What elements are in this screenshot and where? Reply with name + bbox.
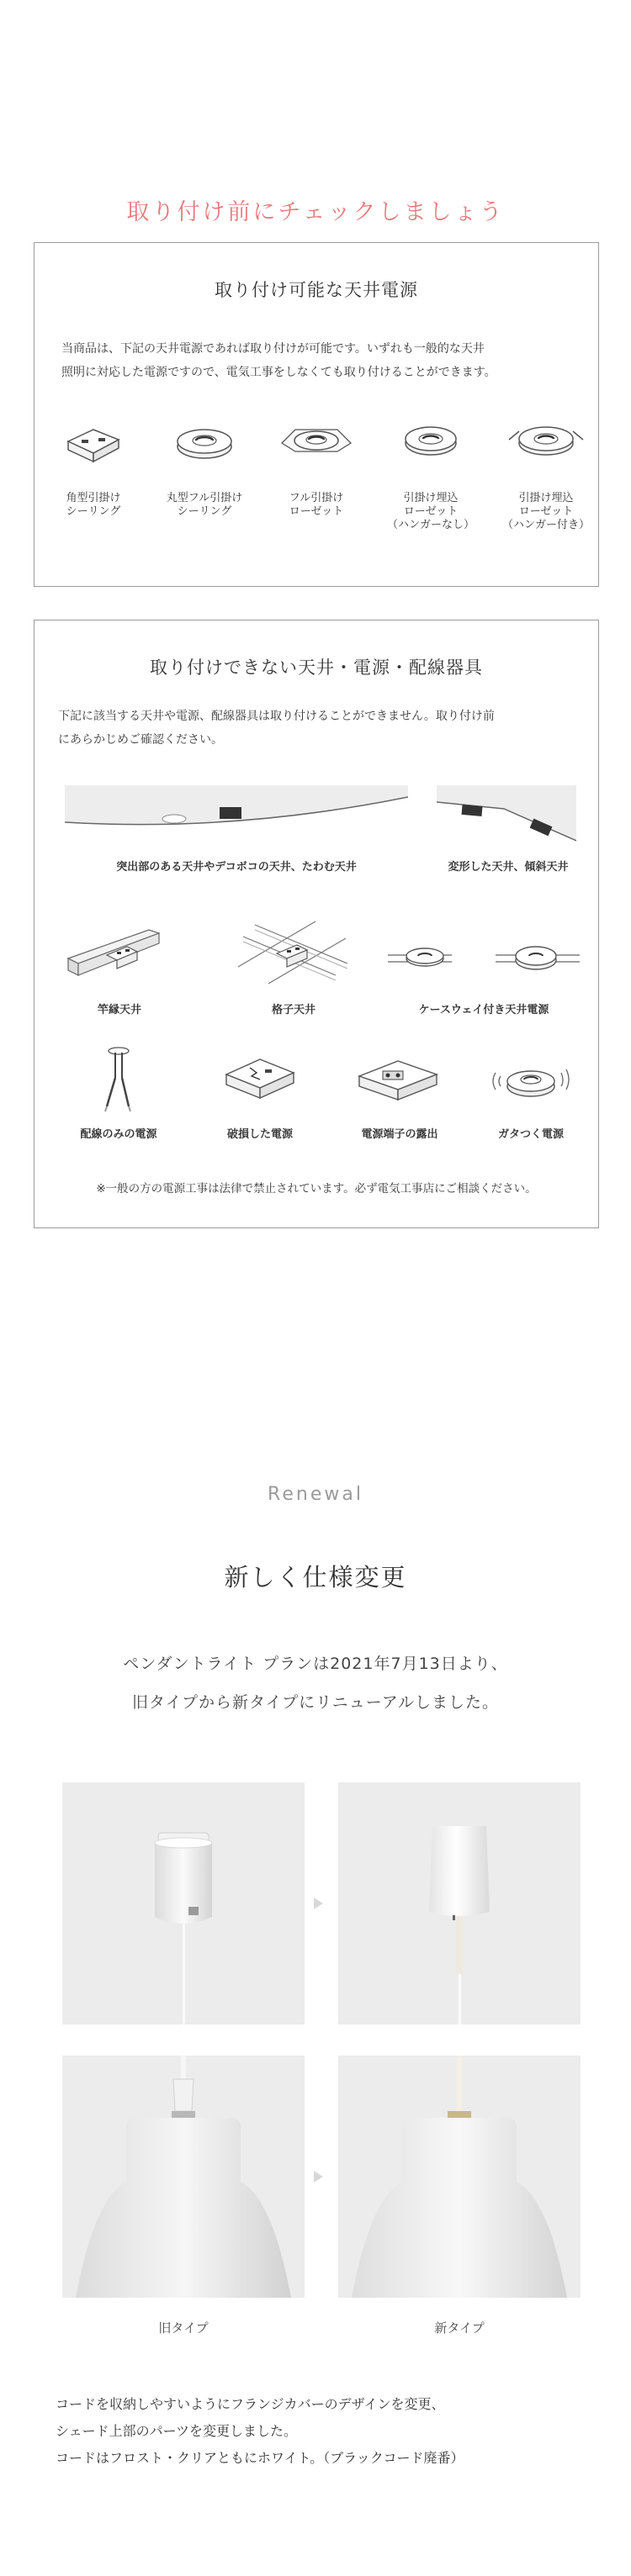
- grid-ceiling-icon: [235, 916, 353, 989]
- new-shade-image: [338, 2056, 581, 2298]
- label-grid-ceiling: 格子天井: [271, 1004, 316, 1016]
- full-rosette-icon: [278, 414, 354, 468]
- arrow-right-icon: [314, 1898, 323, 1909]
- caption-line: シーリング: [177, 505, 232, 518]
- loose-power-icon: [489, 1048, 573, 1111]
- caption-line: ローゼット: [289, 505, 344, 518]
- renewal-line-1: ペンダントライト プランは2021年7月13日より、: [123, 1655, 508, 1673]
- renewal-desc-1: コードを収納しやすいようにフランジカバーのデザインを変更、: [56, 2396, 445, 2412]
- new-shade-photo: [338, 2056, 581, 2298]
- wiring-only-icon: [93, 1044, 144, 1115]
- caption-line: ローゼット: [403, 505, 459, 518]
- caption-line: 引掛け埋込: [403, 492, 459, 504]
- embedded-rosette-hanger-icon: [506, 414, 586, 468]
- caption-line: （ハンガーなし）: [386, 519, 475, 531]
- renewal-line-2: 旧タイプから新タイプにリニューアルしました。: [131, 1693, 499, 1712]
- label-rod-ceiling: 竿縁天井: [97, 1004, 141, 1016]
- old-shade-photo: [62, 2056, 305, 2298]
- caption-line: 丸型フル引掛け: [166, 492, 243, 504]
- label-exposed-terminal: 電源端子の露出: [361, 1128, 438, 1141]
- caption-line: シーリング: [66, 505, 121, 518]
- caption-line: ローゼット: [518, 505, 574, 518]
- new-type-label: 新タイプ: [434, 2320, 485, 2336]
- old-type-label: 旧タイプ: [158, 2320, 209, 2336]
- compatible-ceiling-box: [34, 242, 599, 587]
- square-ceiling-icon: [60, 418, 127, 468]
- caption-line: 引掛け埋込: [518, 492, 574, 504]
- caption-embedded-hanger: [496, 492, 597, 532]
- renewal-desc-3: コードはフロスト・クリアともにホワイト。（ブラックコード廃番）: [56, 2450, 464, 2466]
- legal-note: ※一般の方の電源工事は法律で禁止されています。必ず電気工事店にご相談ください。: [96, 1182, 537, 1196]
- incompatible-desc-2: にあらかじめご確認ください。: [58, 733, 223, 747]
- caption-line: フル引掛け: [289, 492, 344, 504]
- old-shade-image: [62, 2056, 305, 2298]
- old-flange-image: [62, 1782, 305, 2024]
- label-broken-power: 破損した電源: [226, 1128, 293, 1141]
- label-sloped-ceiling: 変形した天井、傾斜天井: [448, 861, 569, 874]
- exposed-terminal-icon: [353, 1054, 443, 1108]
- new-flange-image: [338, 1782, 581, 2024]
- arrow-right-icon: [314, 2171, 323, 2183]
- label-caseway: ケースウェイ付き天井電源: [418, 1004, 549, 1016]
- rod-ceiling-icon: [65, 923, 174, 985]
- caption-round-ceiling: [154, 492, 255, 519]
- page-heading: 取り付け前にチェックしましょう: [126, 199, 505, 225]
- old-flange-photo: [62, 1782, 305, 2024]
- new-flange-photo: [338, 1782, 581, 2024]
- caption-line: （ハンガー付き）: [501, 519, 590, 531]
- incompatible-title: 取り付けできない天井・電源・配線器具: [150, 657, 483, 678]
- caption-line: 角型引掛け: [66, 492, 121, 504]
- compatible-title: 取り付け可能な天井電源: [215, 280, 418, 300]
- curved-ceiling-icon: [65, 785, 408, 832]
- label-curved-ceiling: 突出部のある天井やデコボコの天井、たわむ天井: [116, 861, 357, 874]
- embedded-rosette-no-hanger-icon: [393, 414, 469, 468]
- incompatible-desc-1: 下記に該当する天井や電源、配線器具は取り付けることができません。取り付け前: [58, 710, 495, 723]
- compatible-desc-2: 照明に対応した電源ですので、電気工事をしなくても取り付けることができます。: [61, 366, 496, 379]
- renewal-desc-2: シェード上部のパーツを変更しました。: [56, 2423, 298, 2439]
- renewal-eyebrow: Renewal: [268, 1484, 363, 1505]
- sloped-ceiling-icon: [437, 785, 576, 844]
- label-wiring-only: 配線のみの電源: [80, 1128, 157, 1141]
- caption-full-rosette: [266, 492, 367, 519]
- caption-square-ceiling: [43, 492, 144, 519]
- caseway-icon: [384, 930, 583, 985]
- round-ceiling-icon: [171, 418, 238, 468]
- broken-power-icon: [218, 1049, 302, 1108]
- renewal-title: 新しく仕様変更: [224, 1563, 407, 1592]
- compatible-desc-1: 当商品は、下記の天井電源であれば取り付けが可能です。いずれも一般的な天井: [61, 342, 485, 356]
- caption-embedded-no-hanger: [380, 492, 481, 532]
- label-loose-power: ガタつく電源: [497, 1128, 564, 1141]
- incompatible-ceiling-box: [34, 620, 599, 1228]
